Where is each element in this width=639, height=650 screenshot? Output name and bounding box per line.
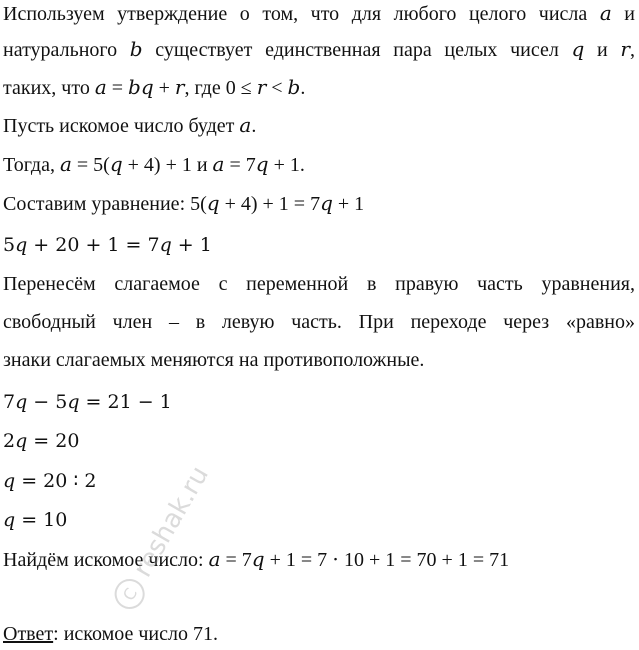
text-line-10: знаки слагаемых меняются на противоположные. [3,349,425,371]
equation-line-6: Составим уравнение: 5(𝑞 + 4) + 1 = 7𝑞 + 1 [3,193,365,215]
text-line-1: Используем утверждение о том, что для любого целого числа 𝑎 и [3,3,635,25]
answer-text: : искомое число 71. [53,623,218,645]
equation-line-13: 𝑞 = 20 ∶ 2 [3,470,97,492]
svg-text:C: C [119,584,142,604]
answer-label: Ответ [3,623,54,645]
equation-line-12: 2𝑞 = 20 [3,430,80,452]
equation-line-15: Найдём искомое число: 𝑎 = 7𝑞 + 1 = 7 ⋅ 10 + 1 = 70 + 1 = 71 [3,549,510,571]
equation-line-14: 𝑞 = 10 [3,509,68,531]
equation-line-11: 7𝑞 − 5𝑞 = 21 − 1 [3,391,172,413]
text-line-2: натурального 𝑏 существует единственная пара целых чисел 𝑞 и 𝑟, [3,39,635,61]
equation-line-5: Тогда, 𝑎 = 5(𝑞 + 4) + 1 и 𝑎 = 7𝑞 + 1. [3,154,305,176]
answer-line [3,622,635,646]
text-line-4: Пусть искомое число будет 𝑎. [3,115,257,137]
text-line-8: Перенесём слагаемое с переменной в правую часть уравнения, [3,273,635,295]
svg-text:reshak.ru: reshak.ru [127,461,215,583]
text-line-3: таких, что 𝑎 = 𝑏𝑞 + 𝑟, где 0 ≤ 𝑟 < 𝑏. [3,77,306,99]
text-line-9: свободный член – в левую часть. При переходе через «равно» [3,311,635,333]
equation-line-7: 5𝑞 + 20 + 1 = 7𝑞 + 1 [3,234,212,256]
